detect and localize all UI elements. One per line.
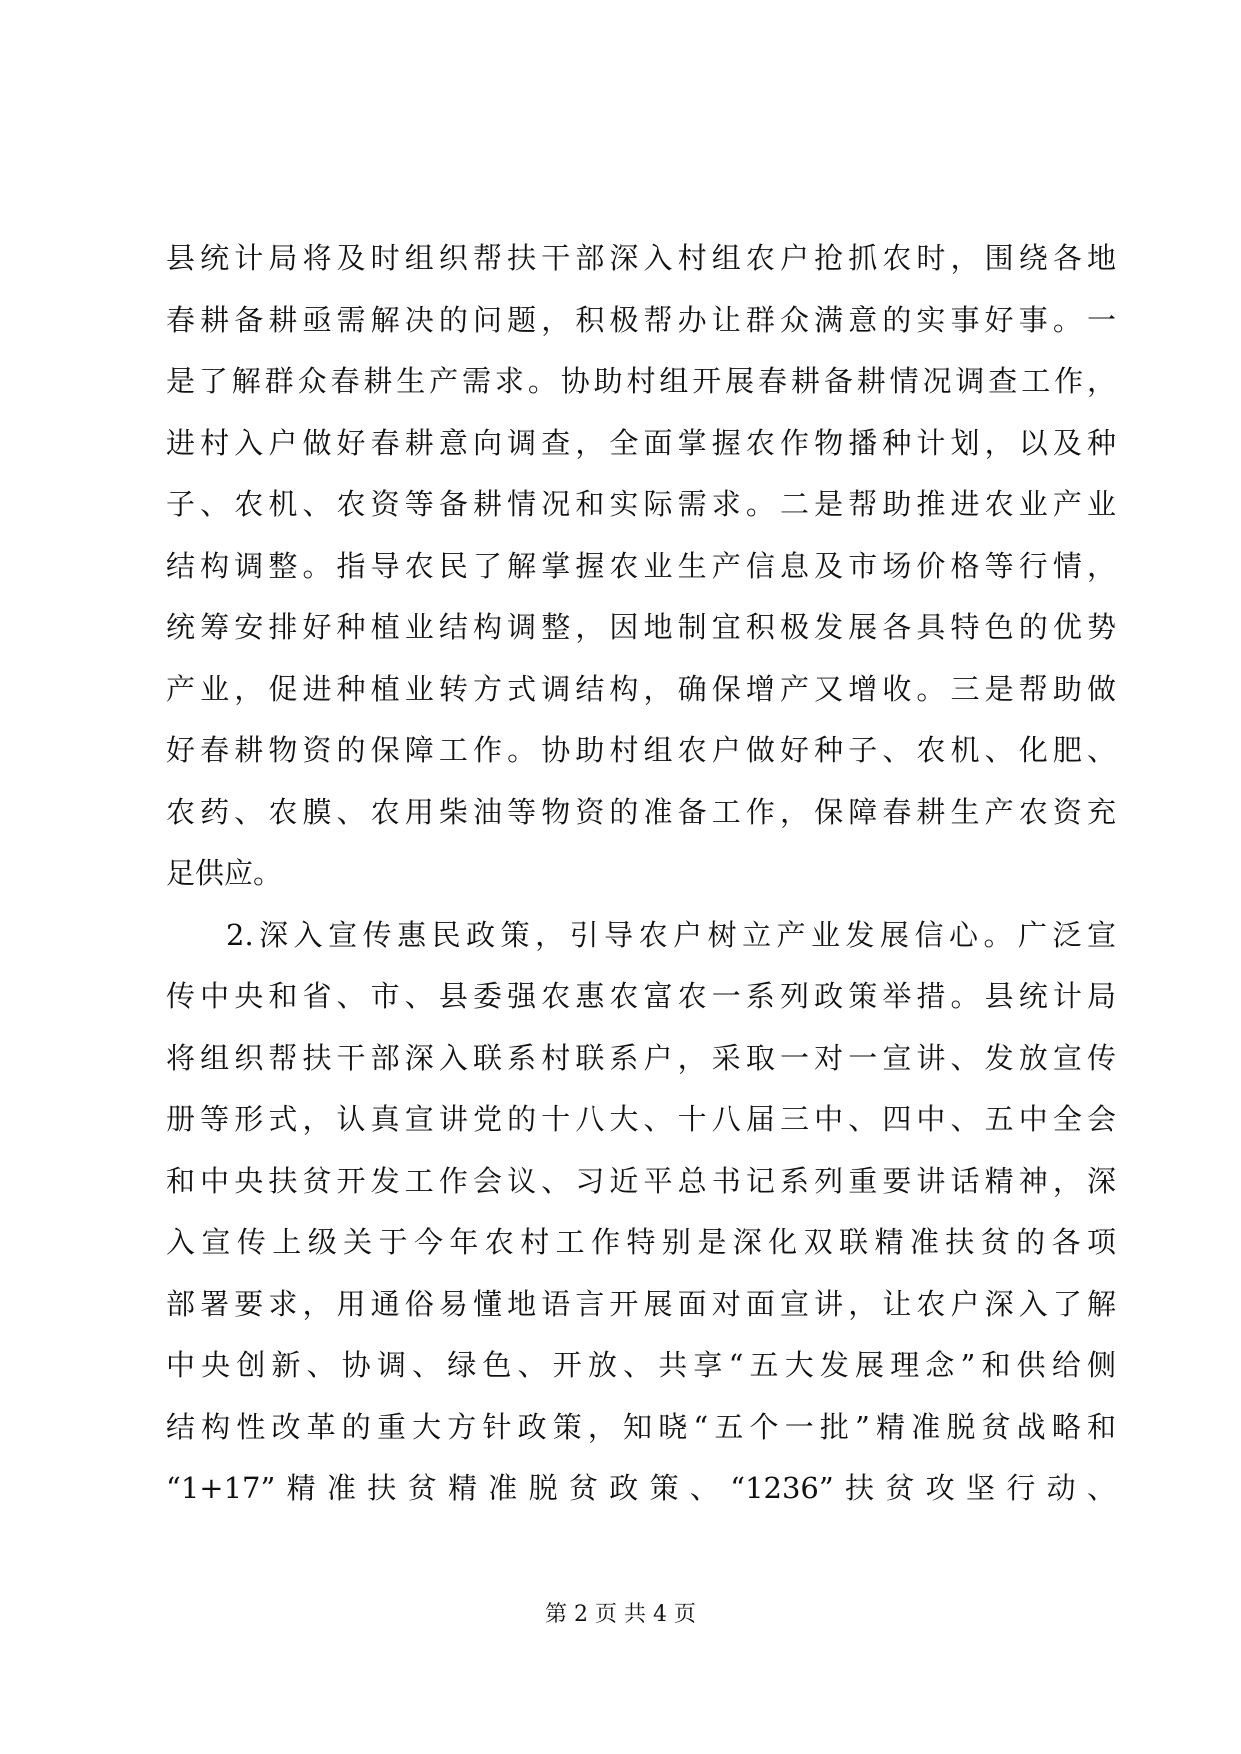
text-line: 子、农机、农资等备耕情况和实际需求。二是帮助推进农业产业 [166, 487, 1116, 521]
text-line: 足供应。 [166, 856, 283, 890]
text-line: 农药、农膜、农用柴油等物资的准备工作，保障春耕生产农资充 [166, 794, 1116, 829]
text-line: 结构调整。指导农民了解掌握农业生产信息及市场价格等行情， [166, 548, 1116, 583]
page-number-footer: 第 2 页 共 4 页 [545, 1602, 696, 1627]
paragraph-start-line: 2.深入宣传惠民政策，引导农户树立产业发展信心。广泛宣 [226, 917, 1116, 952]
text-line: 是了解群众春耕生产需求。协助村组开展春耕备耕情况调查工作， [166, 364, 1116, 398]
text-line: 部署要求，用通俗易懂地语言开展面对面宣讲，让农户深入了解 [166, 1286, 1116, 1321]
text-line: 将组织帮扶干部深入联系村联系户，采取一对一宣讲、发放宣传 [166, 1040, 1116, 1075]
text-line: “1+17”精准扶贫精准脱贫政策、“1236”扶贫攻坚行动、 [166, 1471, 1116, 1505]
text-line: 统筹安排好种植业结构调整，因地制宜积极发展各具特色的优势 [166, 610, 1116, 644]
text-line: 县统计局将及时组织帮扶干部深入村组农户抢抓农时，围绕各地 [166, 241, 1116, 275]
text-line: 入宣传上级关于今年农村工作特别是深化双联精准扶贫的各项 [166, 1225, 1116, 1259]
text-line: 结构性改革的重大方针政策，知晓“五个一批”精准脱贫战略和 [166, 1409, 1116, 1444]
text-line: 产业，促进种植业转方式调结构，确保增产又增收。三是帮助做 [166, 671, 1116, 706]
text-line: 中央创新、协调、绿色、开放、共享“五大发展理念”和供给侧 [166, 1348, 1116, 1382]
text-line: 进村入户做好春耕意向调查，全面掌握农作物播种计划，以及种 [166, 425, 1116, 460]
text-line: 册等形式，认真宣讲党的十八大、十八届三中、四中、五中全会 [166, 1102, 1116, 1136]
text-line: 春耕备耕亟需解决的问题，积极帮办让群众满意的实事好事。一 [166, 302, 1116, 337]
text-line: 和中央扶贫开发工作会议、习近平总书记系列重要讲话精神，深 [166, 1163, 1116, 1198]
text-line: 传中央和省、市、县委强农惠农富农一系列政策举措。县统计局 [166, 979, 1116, 1013]
body-text [166, 228, 1116, 1520]
text-line: 好春耕物资的保障工作。协助村组农户做好种子、农机、化肥、 [166, 733, 1116, 767]
